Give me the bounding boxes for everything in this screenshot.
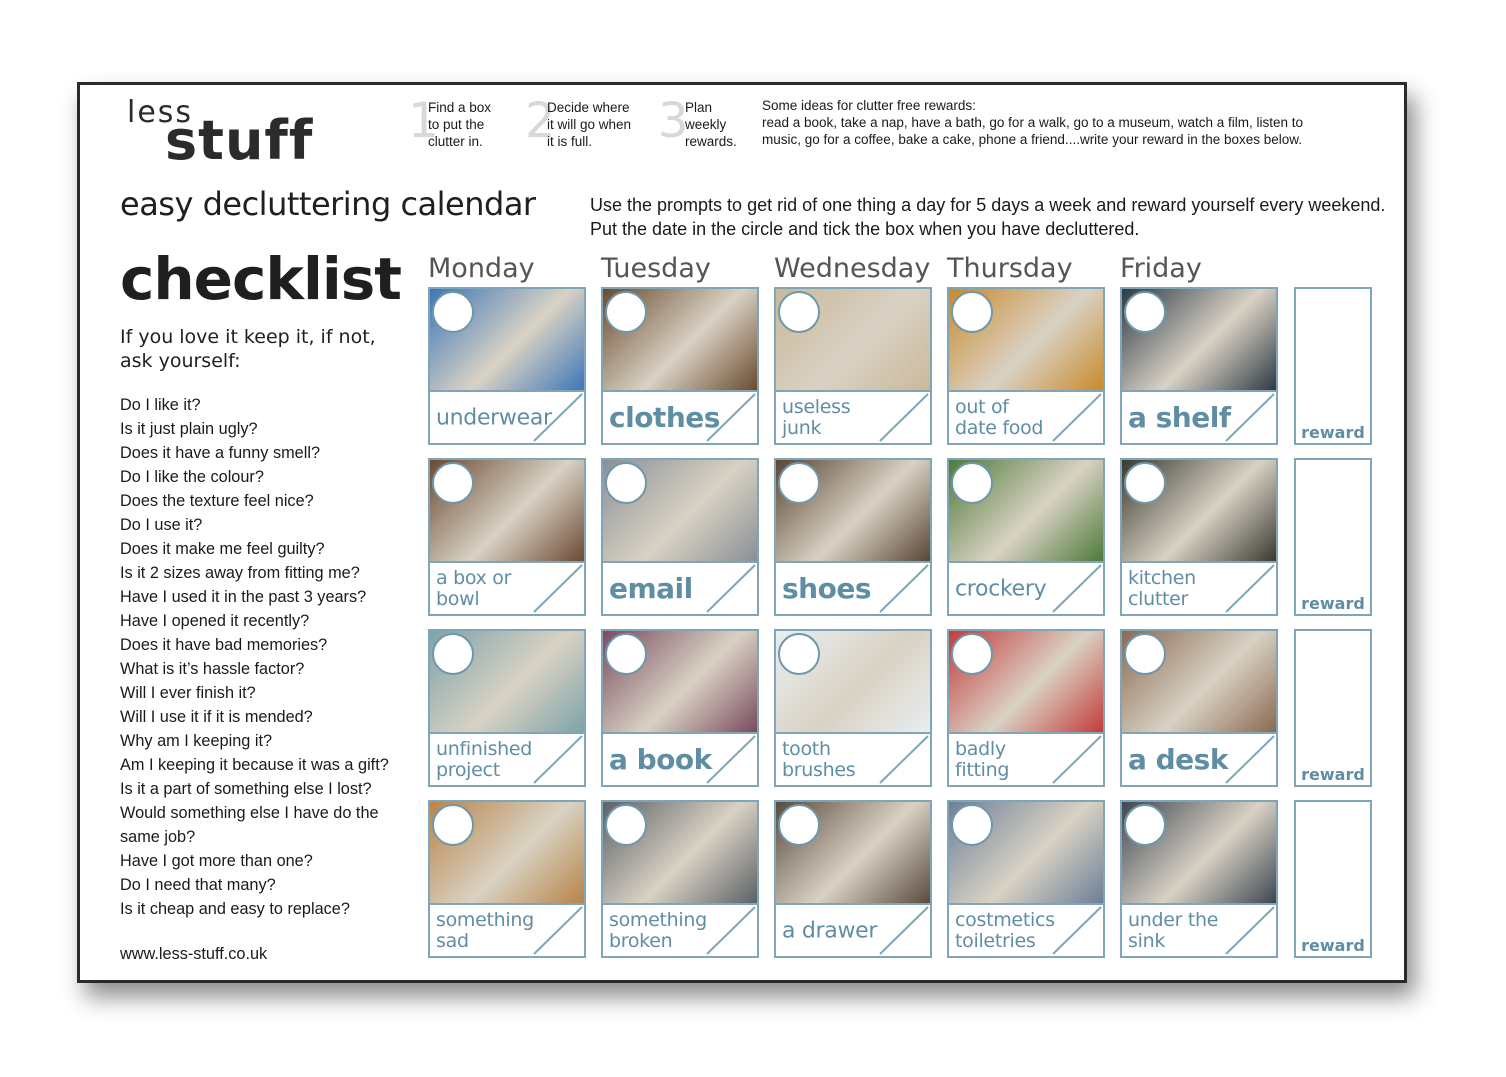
tile-label: a box or bowl <box>436 566 512 610</box>
day-tile[interactable] <box>774 287 932 445</box>
tile-label-box <box>776 732 930 785</box>
date-circle[interactable] <box>605 291 647 333</box>
reward-ideas-line: music, go for a coffee, bake a cake, phone a friend....write your reward in the boxes below. <box>762 132 1303 147</box>
tick-box-diagonal <box>707 565 755 612</box>
reward-label: reward <box>1301 594 1365 613</box>
checklist-question: Am I keeping it because it was a gift? <box>120 756 389 774</box>
day-tile[interactable] <box>947 800 1105 958</box>
tile-label: useless junk <box>782 395 851 439</box>
date-circle[interactable] <box>951 462 993 504</box>
step-2 <box>525 93 645 159</box>
checklist-question: Is it 2 sizes away from fitting me? <box>120 564 360 582</box>
checklist-question: Do I like it? <box>120 396 201 414</box>
checklist-question: Will I ever finish it? <box>120 684 256 702</box>
day-tile[interactable] <box>774 800 932 958</box>
date-circle[interactable] <box>1124 633 1166 675</box>
tick-box-diagonal <box>1053 394 1101 441</box>
date-circle[interactable] <box>778 804 820 846</box>
tick-box[interactable] <box>1051 392 1103 443</box>
tile-label-box <box>1122 732 1276 785</box>
tile-label-box <box>603 732 757 785</box>
tick-box-diagonal <box>880 736 928 783</box>
tile-label-box <box>949 903 1103 956</box>
checklist-question: Is it just plain ugly? <box>120 420 258 438</box>
step-number: 3 <box>658 93 689 149</box>
tick-box-diagonal <box>707 907 755 954</box>
tile-label: costmetics toiletries <box>955 908 1055 952</box>
tile-label-box <box>603 390 757 443</box>
date-circle[interactable] <box>1124 291 1166 333</box>
tile-label: under the sink <box>1128 908 1219 952</box>
day-tile[interactable] <box>428 287 586 445</box>
checklist-question: Do I use it? <box>120 516 203 534</box>
tile-label-box <box>603 561 757 614</box>
day-tile[interactable] <box>1120 629 1278 787</box>
day-tile[interactable] <box>774 629 932 787</box>
tick-box-diagonal <box>1226 907 1274 954</box>
tile-label: tooth brushes <box>782 737 856 781</box>
day-tile[interactable] <box>601 458 759 616</box>
tick-box[interactable] <box>705 905 757 956</box>
intro-text: Use the prompts to get rid of one thing a day for 5 days a week and reward yourself every weekend. Put the date in the circle and tick the box when you have decluttered. <box>590 195 1386 239</box>
step-number: 1 <box>408 93 439 149</box>
checklist-question: Why am I keeping it? <box>120 732 273 750</box>
tick-box-diagonal <box>880 565 928 612</box>
tick-box-diagonal <box>534 736 582 783</box>
day-tile[interactable] <box>947 458 1105 616</box>
date-circle[interactable] <box>432 804 474 846</box>
tick-box[interactable] <box>1224 563 1276 614</box>
date-circle[interactable] <box>432 291 474 333</box>
tile-label: a drawer <box>782 918 878 943</box>
date-circle[interactable] <box>605 804 647 846</box>
checklist-question: Have I opened it recently? <box>120 612 310 630</box>
tick-box-diagonal <box>880 394 928 441</box>
day-tile[interactable] <box>428 629 586 787</box>
reward-label: reward <box>1301 423 1365 442</box>
day-tile[interactable] <box>601 800 759 958</box>
tick-box[interactable] <box>1051 734 1103 785</box>
checklist-question: Is it a part of something else I lost? <box>120 780 372 798</box>
day-tuesday: Tuesday <box>601 253 711 284</box>
step-1 <box>408 93 508 159</box>
tick-box[interactable] <box>705 392 757 443</box>
date-circle[interactable] <box>778 462 820 504</box>
checklist-question: Have I used it in the past 3 years? <box>120 588 367 606</box>
checklist-question: Does it make me feel guilty? <box>120 540 325 558</box>
tile-label-box <box>430 561 584 614</box>
tick-box[interactable] <box>1224 392 1276 443</box>
tick-box[interactable] <box>1224 905 1276 956</box>
tick-box[interactable] <box>532 563 584 614</box>
tile-label-box <box>949 561 1103 614</box>
reward-label: reward <box>1301 765 1365 784</box>
date-circle[interactable] <box>951 633 993 675</box>
tick-box-diagonal <box>880 907 928 954</box>
tile-label: crockery <box>955 576 1047 601</box>
reward-box[interactable] <box>1294 629 1372 787</box>
tile-label-box <box>430 390 584 443</box>
day-tile[interactable] <box>774 458 932 616</box>
checklist-title: checklist <box>120 245 401 313</box>
date-circle[interactable] <box>432 462 474 504</box>
reward-ideas-heading: Some ideas for clutter free rewards: <box>762 98 976 113</box>
date-circle[interactable] <box>778 633 820 675</box>
checklist-questions <box>120 393 410 921</box>
date-circle[interactable] <box>951 291 993 333</box>
step-3 <box>658 93 748 159</box>
tile-label-box <box>1122 903 1276 956</box>
logo-less: less <box>127 95 194 130</box>
day-tile[interactable] <box>428 458 586 616</box>
date-circle[interactable] <box>778 291 820 333</box>
reward-box[interactable] <box>1294 458 1372 616</box>
checklist-question: Do I like the colour? <box>120 468 264 486</box>
calendar-sheet <box>77 82 1407 983</box>
tile-label: a book <box>609 742 712 776</box>
reward-label: reward <box>1301 936 1365 955</box>
tick-box[interactable] <box>1224 734 1276 785</box>
tick-box-diagonal <box>1053 736 1101 783</box>
tile-label: a shelf <box>1128 400 1231 434</box>
tile-label-box <box>776 390 930 443</box>
date-circle[interactable] <box>605 462 647 504</box>
date-circle[interactable] <box>605 633 647 675</box>
tick-box[interactable] <box>532 734 584 785</box>
tick-box[interactable] <box>532 392 584 443</box>
step-number: 2 <box>525 93 556 149</box>
day-tile[interactable] <box>1120 287 1278 445</box>
tile-label: badly fitting <box>955 737 1010 781</box>
tile-label: something broken <box>609 908 707 952</box>
tick-box[interactable] <box>878 392 930 443</box>
tile-label: a desk <box>1128 742 1228 776</box>
day-tile[interactable] <box>1120 800 1278 958</box>
day-tile[interactable] <box>947 629 1105 787</box>
checklist-question: What is it’s hassle factor? <box>120 660 305 678</box>
tick-box-diagonal <box>534 907 582 954</box>
day-friday: Friday <box>1120 253 1202 284</box>
tick-box-diagonal <box>1226 736 1274 783</box>
reward-box[interactable] <box>1294 287 1372 445</box>
tile-label: out of date food <box>955 395 1044 439</box>
reward-ideas <box>762 97 1382 148</box>
tick-box-diagonal <box>534 565 582 612</box>
tile-label: email <box>609 571 693 605</box>
checklist-question: Does the texture feel nice? <box>120 492 314 510</box>
tile-label-box <box>603 903 757 956</box>
day-tile[interactable] <box>1120 458 1278 616</box>
tick-box[interactable] <box>878 734 930 785</box>
checklist-question: Would something else I have do the same job? <box>120 804 379 846</box>
tile-label-box <box>430 732 584 785</box>
checklist-question: Do I need that many? <box>120 876 276 894</box>
tick-box-diagonal <box>534 394 582 441</box>
day-tile[interactable] <box>428 800 586 958</box>
tile-label: something sad <box>436 908 534 952</box>
day-tile[interactable] <box>601 287 759 445</box>
tile-label: kitchen clutter <box>1128 566 1196 610</box>
less-stuff-logo <box>125 95 345 172</box>
tick-box-diagonal <box>707 736 755 783</box>
tick-box[interactable] <box>1051 563 1103 614</box>
logo-stuff: stuff <box>165 109 314 172</box>
tile-label-box <box>430 903 584 956</box>
checklist-question: Is it cheap and easy to replace? <box>120 900 350 918</box>
step-text: Find a box to put the clutter in. <box>428 100 492 149</box>
tile-label-box <box>776 561 930 614</box>
tile-label: unfinished project <box>436 737 533 781</box>
tile-label-box <box>949 390 1103 443</box>
day-monday: Monday <box>428 253 535 284</box>
tick-box[interactable] <box>705 563 757 614</box>
website-url: www.less-stuff.co.uk <box>120 945 268 963</box>
tick-box[interactable] <box>878 905 930 956</box>
tile-label-box <box>776 903 930 956</box>
tick-box-diagonal <box>1226 394 1274 441</box>
reward-box[interactable] <box>1294 800 1372 958</box>
day-wednesday: Wednesday <box>774 253 931 284</box>
tile-label: clothes <box>609 400 720 434</box>
step-text: Decide where it will go when it is full. <box>547 100 632 149</box>
step-text: Plan weekly rewards. <box>685 100 737 149</box>
reward-ideas-line: read a book, take a nap, have a bath, go for a walk, go to a museum, watch a film, listen to <box>762 115 1304 130</box>
tick-box[interactable] <box>532 905 584 956</box>
checklist-question: Does it have a funny smell? <box>120 444 321 462</box>
checklist-subtitle: If you love it keep it, if not, ask yourself: <box>120 326 376 372</box>
tile-label-box <box>1122 561 1276 614</box>
checklist-question: Will I use it if it is mended? <box>120 708 313 726</box>
tile-label: shoes <box>782 571 871 605</box>
tick-box-diagonal <box>1226 565 1274 612</box>
checklist-question: Does it have bad memories? <box>120 636 328 654</box>
tile-label-box <box>949 732 1103 785</box>
date-circle[interactable] <box>1124 804 1166 846</box>
tick-box[interactable] <box>705 734 757 785</box>
checklist-question: Have I got more than one? <box>120 852 313 870</box>
tick-box-diagonal <box>1053 907 1101 954</box>
tile-label: underwear <box>436 405 552 430</box>
day-tile[interactable] <box>601 629 759 787</box>
tick-box[interactable] <box>878 563 930 614</box>
tick-box-diagonal <box>707 394 755 441</box>
tick-box-diagonal <box>1053 565 1101 612</box>
date-circle[interactable] <box>951 804 993 846</box>
calendar-title: easy decluttering calendar <box>120 185 536 223</box>
date-circle[interactable] <box>432 633 474 675</box>
day-tile[interactable] <box>947 287 1105 445</box>
tick-box[interactable] <box>1051 905 1103 956</box>
day-thursday: Thursday <box>947 253 1073 284</box>
date-circle[interactable] <box>1124 462 1166 504</box>
tile-label-box <box>1122 390 1276 443</box>
